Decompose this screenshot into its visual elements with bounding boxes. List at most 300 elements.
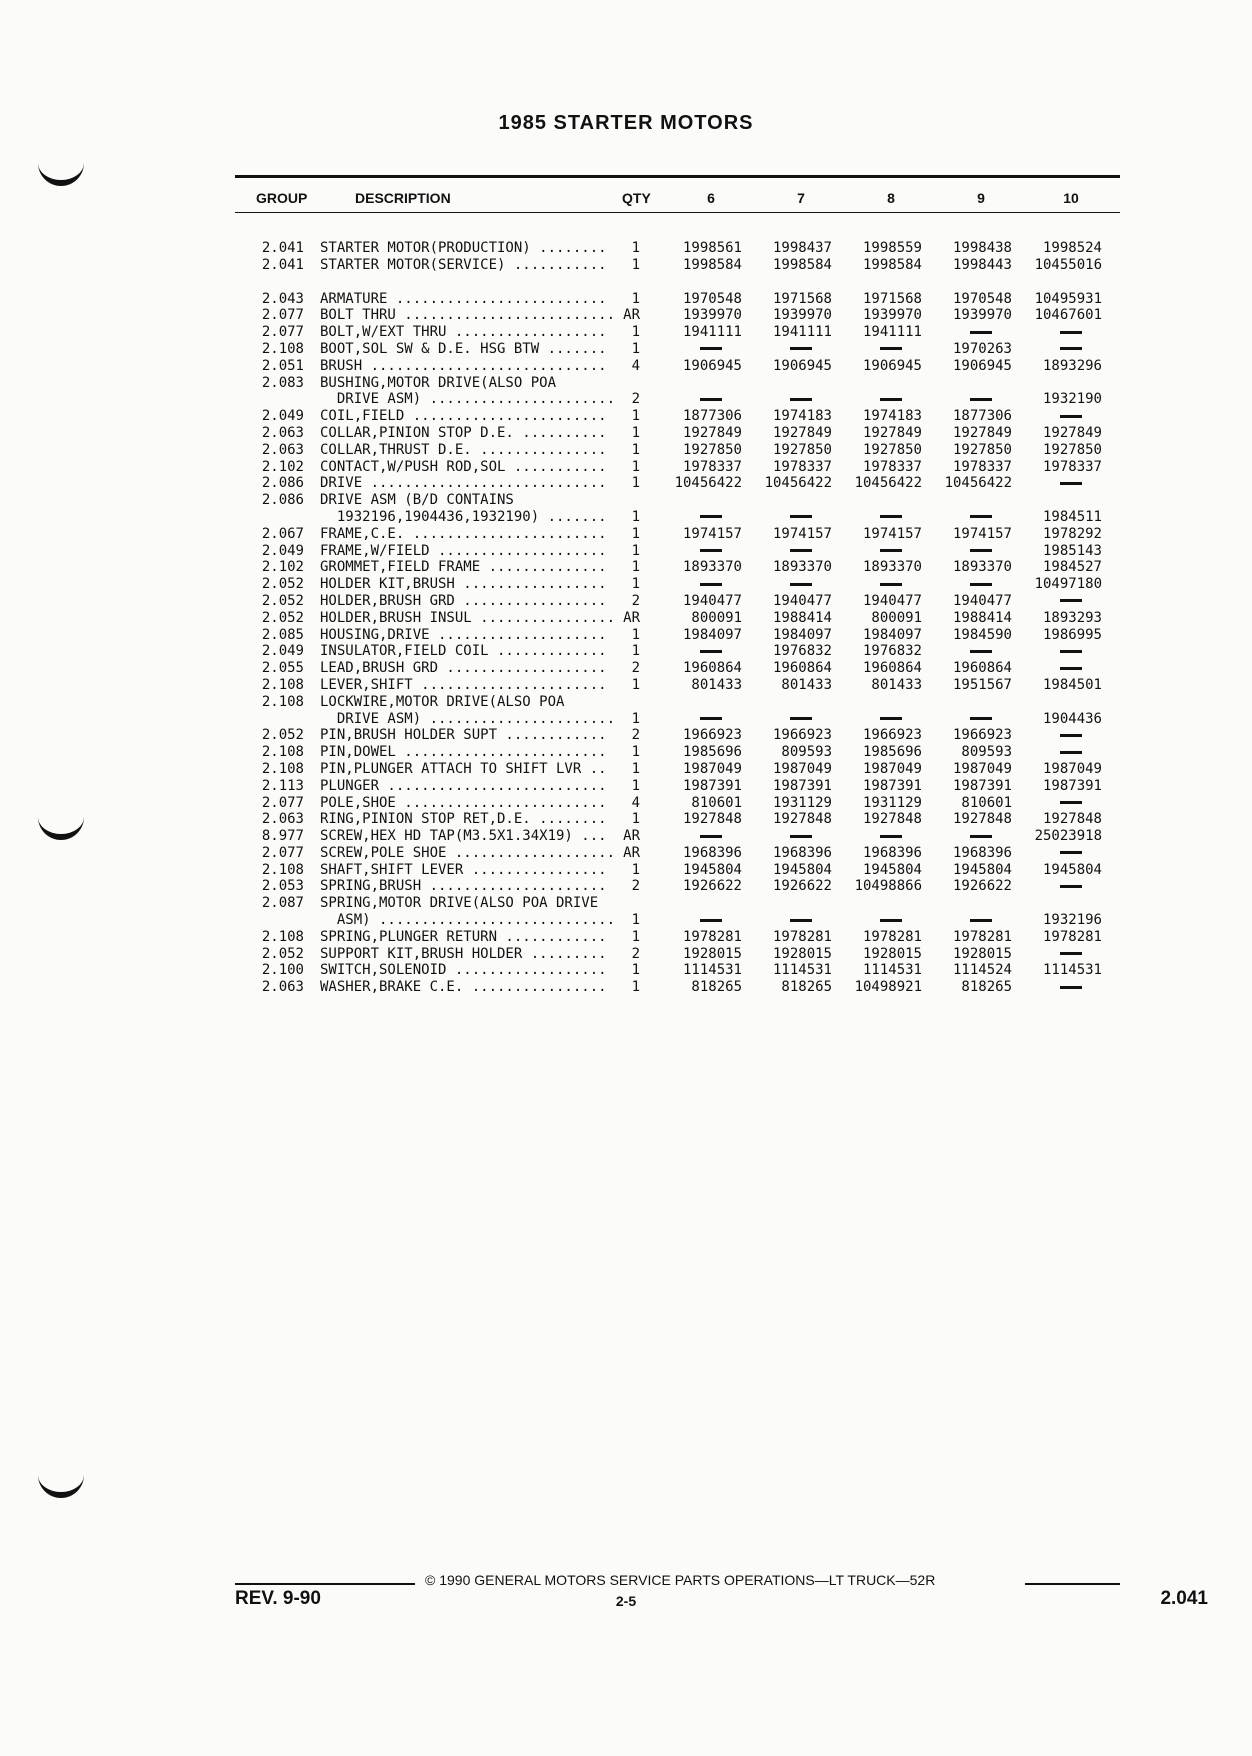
col-header-10: 10	[1063, 190, 1079, 206]
part-number-col-8: 1998559	[862, 240, 922, 256]
part-description: PLUNGER ..........................	[320, 777, 607, 794]
part-number-col-9: 1114524	[952, 962, 1012, 979]
table-row	[0, 543, 1252, 560]
not-applicable-dash	[790, 583, 812, 586]
group-number: 2.086	[261, 492, 304, 509]
part-number-col-6	[656, 711, 742, 728]
part-number-col-6: 1974157	[682, 525, 742, 542]
page-number: 2-5	[615, 1593, 637, 1609]
part-number-col-8: 1987391	[862, 777, 922, 794]
part-description: LEAD,BRUSH GRD ...................	[320, 660, 607, 677]
table-row	[0, 324, 1252, 341]
part-description: FRAME,C.E. .......................	[320, 525, 607, 542]
table-row	[0, 828, 1252, 845]
group-number: 2.077	[261, 324, 304, 341]
part-number-col-9: 1877306	[952, 408, 1012, 425]
part-description: DRIVE ASM (B/D CONTAINS	[320, 492, 514, 509]
part-number-col-7: 1940477	[772, 592, 832, 609]
part-number-col-8: 1976832	[862, 643, 922, 660]
part-description: SHAFT,SHIFT LEVER ................	[320, 861, 607, 878]
part-number-col-9: 1978281	[952, 928, 1012, 945]
not-applicable-dash	[700, 717, 722, 720]
part-number-col-7: 818265	[781, 979, 832, 996]
parts-table-body	[0, 240, 1252, 996]
part-number-col-8: 1968396	[862, 844, 922, 861]
binder-hole-mark	[38, 158, 84, 186]
part-number-col-7: 1974157	[772, 525, 832, 542]
part-number-col-6: 1985696	[682, 744, 742, 761]
not-applicable-dash	[790, 717, 812, 720]
part-description: COLLAR,PINION STOP D.E. ..........	[320, 424, 607, 441]
col-header-qty: QTY	[622, 190, 651, 206]
part-number-col-10: 10455016	[1034, 256, 1102, 273]
group-number: 2.063	[261, 979, 304, 996]
table-row	[0, 341, 1252, 358]
part-number-col-10: 1114531	[1042, 962, 1102, 979]
part-qty: 1	[631, 458, 640, 475]
not-applicable-dash	[880, 549, 902, 552]
table-row	[0, 979, 1252, 996]
part-description: SPRING,MOTOR DRIVE(ALSO POA DRIVE	[320, 895, 599, 912]
table-row	[0, 492, 1252, 509]
table-row	[0, 475, 1252, 492]
not-applicable-dash	[700, 650, 722, 653]
part-number-col-9: 1987391	[952, 777, 1012, 794]
part-number-col-8: 801433	[871, 676, 922, 693]
part-number-col-8: 1974183	[862, 408, 922, 425]
part-qty: 1	[631, 576, 640, 593]
group-number: 2.102	[261, 458, 304, 475]
part-number-col-8: 1931129	[862, 794, 922, 811]
group-number: 2.085	[261, 626, 304, 643]
table-row	[0, 946, 1252, 963]
part-number-col-9: 1974157	[952, 525, 1012, 542]
part-description: SCREW,HEX HD TAP(M3.5X1.34X19) ...	[320, 828, 607, 845]
part-number-col-8	[836, 543, 922, 560]
part-number-col-10: 1987391	[1042, 777, 1102, 794]
part-number-col-8: 1978337	[862, 458, 922, 475]
part-description: HOLDER KIT,BRUSH .................	[320, 576, 607, 593]
not-applicable-dash	[970, 919, 992, 922]
part-number-col-9: 1987049	[952, 760, 1012, 777]
part-description: RING,PINION STOP RET,D.E. ........	[320, 811, 607, 828]
part-number-col-6: 1114531	[682, 962, 742, 979]
part-number-col-8: 10498921	[854, 979, 922, 996]
part-number-col-9: 809593	[961, 744, 1012, 761]
part-description: HOLDER,BRUSH GRD .................	[320, 592, 607, 609]
part-number-col-6: 1998561	[682, 240, 742, 256]
part-number-col-9	[926, 828, 1012, 845]
not-applicable-dash	[1060, 851, 1082, 854]
not-applicable-dash	[1060, 952, 1082, 955]
row-spacer	[0, 274, 1252, 291]
part-number-col-9: 1951567	[952, 676, 1012, 693]
copyright-notice: © 1990 GENERAL MOTORS SERVICE PARTS OPERATIONS—LT TRUCK—52R	[425, 1572, 936, 1588]
part-description: COLLAR,THRUST D.E. ...............	[320, 441, 607, 458]
col-header-8: 8	[887, 190, 895, 206]
part-number-col-9	[926, 711, 1012, 728]
part-qty: 1	[631, 290, 640, 307]
table-row	[0, 509, 1252, 526]
group-number: 2.077	[261, 307, 304, 324]
part-number-col-10: 1978292	[1042, 525, 1102, 542]
part-number-col-10	[1016, 341, 1102, 358]
part-number-col-7: 1906945	[772, 357, 832, 374]
not-applicable-dash	[1060, 667, 1082, 670]
table-row	[0, 643, 1252, 660]
part-number-col-6: 1927848	[682, 811, 742, 828]
part-qty: 1	[631, 962, 640, 979]
not-applicable-dash	[790, 347, 812, 350]
part-number-col-6: 1939970	[682, 307, 742, 324]
group-number: 2.041	[261, 240, 304, 256]
not-applicable-dash	[700, 515, 722, 518]
col-header-9: 9	[977, 190, 985, 206]
not-applicable-dash	[1060, 734, 1082, 737]
part-number-col-7: 1971568	[772, 290, 832, 307]
part-number-col-7: 1931129	[772, 794, 832, 811]
part-number-col-9: 1978337	[952, 458, 1012, 475]
part-number-col-10	[1016, 660, 1102, 677]
part-number-col-6: 1945804	[682, 861, 742, 878]
part-qty: 1	[631, 559, 640, 576]
part-number-col-8: 10456422	[854, 475, 922, 492]
col-header-description: DESCRIPTION	[355, 190, 451, 206]
part-number-col-6	[656, 543, 742, 560]
group-number: 2.077	[261, 844, 304, 861]
part-number-col-6: 1941111	[682, 324, 742, 341]
group-number: 2.049	[261, 408, 304, 425]
part-number-col-6: 1927850	[682, 441, 742, 458]
part-number-col-8: 1906945	[862, 357, 922, 374]
part-number-col-9: 1927850	[952, 441, 1012, 458]
not-applicable-dash	[1060, 885, 1082, 888]
group-number: 2.049	[261, 643, 304, 660]
table-row	[0, 459, 1252, 476]
part-description: DRIVE ASM) ......................	[320, 710, 616, 727]
part-qty: 2	[631, 945, 640, 962]
part-number-col-7	[746, 543, 832, 560]
part-number-col-9: 1945804	[952, 861, 1012, 878]
part-qty: AR	[623, 844, 640, 861]
table-row	[0, 694, 1252, 711]
group-number: 2.052	[261, 727, 304, 744]
part-number-col-7: 1926622	[772, 878, 832, 895]
part-number-col-8: 1893370	[862, 559, 922, 576]
not-applicable-dash	[790, 515, 812, 518]
part-number-col-8: 1928015	[862, 945, 922, 962]
not-applicable-dash	[970, 583, 992, 586]
part-number-col-6: 801433	[691, 676, 742, 693]
part-number-col-7: 1984097	[772, 626, 832, 643]
not-applicable-dash	[700, 583, 722, 586]
part-number-col-8	[836, 391, 922, 408]
part-description: 1932196,1904436,1932190) .......	[320, 508, 607, 525]
part-description: HOUSING,DRIVE ....................	[320, 626, 607, 643]
group-number: 2.052	[261, 576, 304, 593]
part-number-col-9	[926, 391, 1012, 408]
part-number-col-7	[746, 576, 832, 593]
not-applicable-dash	[970, 650, 992, 653]
part-number-col-10: 10467601	[1034, 307, 1102, 324]
not-applicable-dash	[970, 398, 992, 401]
part-description: SCREW,POLE SHOE ...................	[320, 844, 616, 861]
part-number-col-9	[926, 324, 1012, 341]
part-number-col-7: 1978337	[772, 458, 832, 475]
table-row	[0, 895, 1252, 912]
header-rule-bottom	[235, 212, 1120, 213]
part-number-col-6: 1978281	[682, 928, 742, 945]
footer-rule-left	[235, 1583, 415, 1585]
part-number-col-10	[1016, 979, 1102, 996]
not-applicable-dash	[700, 549, 722, 552]
table-row	[0, 845, 1252, 862]
table-row	[0, 878, 1252, 895]
part-qty: 1	[631, 256, 640, 273]
part-number-col-10: 1945804	[1042, 861, 1102, 878]
part-qty: 1	[631, 324, 640, 341]
not-applicable-dash	[1060, 986, 1082, 989]
part-number-col-7: 801433	[781, 676, 832, 693]
table-row	[0, 711, 1252, 728]
part-description: ARMATURE .........................	[320, 290, 607, 307]
part-number-col-7	[746, 391, 832, 408]
part-number-col-8	[836, 509, 922, 526]
not-applicable-dash	[880, 835, 902, 838]
part-qty: 2	[631, 660, 640, 677]
table-row	[0, 307, 1252, 324]
group-number: 2.053	[261, 878, 304, 895]
part-number-col-9	[926, 543, 1012, 560]
table-row	[0, 408, 1252, 425]
part-description: BOLT THRU .........................	[320, 307, 616, 324]
table-row	[0, 862, 1252, 879]
table-row	[0, 391, 1252, 408]
part-number-col-9	[926, 912, 1012, 929]
part-number-col-6: 810601	[691, 794, 742, 811]
part-number-col-6: 1998584	[682, 256, 742, 273]
part-description: STARTER MOTOR(PRODUCTION) ........	[320, 240, 607, 256]
part-qty: 1	[631, 861, 640, 878]
part-description: CONTACT,W/PUSH ROD,SOL ...........	[320, 458, 607, 475]
part-number-col-7: 1928015	[772, 945, 832, 962]
part-number-col-6	[656, 509, 742, 526]
part-number-col-6: 1927849	[682, 424, 742, 441]
part-qty: 1	[631, 340, 640, 357]
not-applicable-dash	[790, 835, 812, 838]
part-number-col-6	[656, 828, 742, 845]
part-number-col-7: 1966923	[772, 727, 832, 744]
part-qty: AR	[623, 828, 640, 845]
part-qty: 1	[631, 643, 640, 660]
part-number-col-9: 10456422	[944, 475, 1012, 492]
not-applicable-dash	[790, 549, 812, 552]
group-number: 2.077	[261, 794, 304, 811]
part-number-col-9: 1893370	[952, 559, 1012, 576]
table-row	[0, 929, 1252, 946]
part-number-col-9: 1968396	[952, 844, 1012, 861]
part-number-col-9: 1970548	[952, 290, 1012, 307]
part-number-col-6: 1960864	[682, 660, 742, 677]
part-number-col-8: 1987049	[862, 760, 922, 777]
binder-hole-mark	[38, 1470, 84, 1498]
table-row	[0, 962, 1252, 979]
group-number: 2.052	[261, 609, 304, 626]
part-number-col-9: 818265	[961, 979, 1012, 996]
part-number-col-8: 1940477	[862, 592, 922, 609]
part-number-col-10	[1016, 878, 1102, 895]
not-applicable-dash	[790, 398, 812, 401]
part-description: COIL,FIELD .......................	[320, 408, 607, 425]
part-number-col-10: 1932196	[1042, 912, 1102, 929]
part-number-col-9	[926, 576, 1012, 593]
part-number-col-7: 1927849	[772, 424, 832, 441]
not-applicable-dash	[880, 717, 902, 720]
table-row	[0, 257, 1252, 274]
table-row	[0, 811, 1252, 828]
not-applicable-dash	[700, 398, 722, 401]
part-number-col-9: 1988414	[952, 609, 1012, 626]
not-applicable-dash	[700, 919, 722, 922]
part-number-col-7: 10456422	[764, 475, 832, 492]
header-rule-top	[235, 175, 1120, 178]
part-qty: 1	[631, 744, 640, 761]
revision-label: REV. 9-90	[235, 1588, 321, 1609]
table-row	[0, 375, 1252, 392]
col-header-group: GROUP	[256, 190, 308, 206]
part-number-col-10	[1016, 408, 1102, 425]
group-number: 2.113	[261, 777, 304, 794]
part-number-col-8: 1998584	[862, 256, 922, 273]
part-number-col-8	[836, 912, 922, 929]
part-qty: 4	[631, 357, 640, 374]
table-row	[0, 526, 1252, 543]
part-number-col-10: 1904436	[1042, 710, 1102, 727]
not-applicable-dash	[970, 835, 992, 838]
part-number-col-8: 1939970	[862, 307, 922, 324]
part-qty: 1	[631, 760, 640, 777]
part-number-col-6	[656, 912, 742, 929]
not-applicable-dash	[1060, 347, 1082, 350]
part-description: PIN,PLUNGER ATTACH TO SHIFT LVR ..	[320, 760, 607, 777]
group-number: 2.052	[261, 945, 304, 962]
col-header-6: 6	[707, 190, 715, 206]
part-qty: 2	[631, 592, 640, 609]
not-applicable-dash	[1060, 331, 1082, 334]
group-number: 2.108	[261, 861, 304, 878]
table-row	[0, 425, 1252, 442]
part-number-col-8: 800091	[871, 609, 922, 626]
part-number-col-10	[1016, 795, 1102, 812]
part-qty: 1	[631, 475, 640, 492]
page-title: 1985 STARTER MOTORS	[498, 112, 754, 134]
table-row	[0, 291, 1252, 308]
not-applicable-dash	[880, 398, 902, 401]
group-number: 2.087	[261, 895, 304, 912]
group-number: 2.108	[261, 928, 304, 945]
part-number-col-7: 1988414	[772, 609, 832, 626]
part-number-col-9: 1984590	[952, 626, 1012, 643]
part-number-col-7: 1939970	[772, 307, 832, 324]
group-number: 2.063	[261, 424, 304, 441]
table-row	[0, 442, 1252, 459]
part-number-col-10: 1984511	[1042, 508, 1102, 525]
group-number: 2.049	[261, 542, 304, 559]
part-number-col-7: 1114531	[772, 962, 832, 979]
part-number-col-6: 1984097	[682, 626, 742, 643]
part-number-col-8: 1927849	[862, 424, 922, 441]
part-number-col-10: 1927850	[1042, 441, 1102, 458]
part-number-col-9: 1926622	[952, 878, 1012, 895]
part-number-col-9: 1960864	[952, 660, 1012, 677]
part-qty: 2	[631, 391, 640, 408]
part-number-col-6: 1877306	[682, 408, 742, 425]
part-number-col-8: 1985696	[862, 744, 922, 761]
group-number: 2.102	[261, 559, 304, 576]
part-description: BRUSH ............................	[320, 357, 607, 374]
part-number-col-7	[746, 509, 832, 526]
table-row	[0, 559, 1252, 576]
not-applicable-dash	[1060, 801, 1082, 804]
part-qty: 1	[631, 710, 640, 727]
part-number-col-9: 1970263	[952, 340, 1012, 357]
group-number: 2.063	[261, 811, 304, 828]
part-qty: 4	[631, 794, 640, 811]
part-number-col-7: 1941111	[772, 324, 832, 341]
part-number-col-8: 1927848	[862, 811, 922, 828]
part-description: HOLDER,BRUSH INSUL ................	[320, 609, 616, 626]
col-header-7: 7	[797, 190, 805, 206]
part-number-col-9: 1928015	[952, 945, 1012, 962]
part-qty: 1	[631, 525, 640, 542]
not-applicable-dash	[1060, 599, 1082, 602]
part-number-col-8	[836, 576, 922, 593]
part-qty: 2	[631, 727, 640, 744]
table-row	[0, 660, 1252, 677]
group-number: 2.051	[261, 357, 304, 374]
part-number-col-6: 1940477	[682, 592, 742, 609]
part-description: SUPPORT KIT,BRUSH HOLDER .........	[320, 945, 607, 962]
part-number-col-6: 1968396	[682, 844, 742, 861]
not-applicable-dash	[700, 835, 722, 838]
part-number-col-7: 1927848	[772, 811, 832, 828]
part-number-col-9	[926, 643, 1012, 660]
part-description: STARTER MOTOR(SERVICE) ...........	[320, 256, 607, 273]
part-number-col-6: 1987391	[682, 777, 742, 794]
table-row	[0, 610, 1252, 627]
part-qty: AR	[623, 307, 640, 324]
part-qty: 1	[631, 542, 640, 559]
not-applicable-dash	[970, 717, 992, 720]
not-applicable-dash	[880, 347, 902, 350]
part-number-col-7	[746, 828, 832, 845]
part-number-col-8: 1945804	[862, 861, 922, 878]
table-row	[0, 240, 1252, 257]
part-number-col-7: 1968396	[772, 844, 832, 861]
part-description: DRIVE ASM) ......................	[320, 391, 616, 408]
part-number-col-8	[836, 341, 922, 358]
part-number-col-10: 1985143	[1042, 542, 1102, 559]
not-applicable-dash	[1060, 751, 1082, 754]
part-qty: 1	[631, 240, 640, 256]
part-number-col-9: 1966923	[952, 727, 1012, 744]
part-qty: 2	[631, 878, 640, 895]
part-number-col-7: 1998584	[772, 256, 832, 273]
not-applicable-dash	[1060, 415, 1082, 418]
part-number-col-7: 1893370	[772, 559, 832, 576]
part-number-col-6: 1906945	[682, 357, 742, 374]
not-applicable-dash	[970, 331, 992, 334]
